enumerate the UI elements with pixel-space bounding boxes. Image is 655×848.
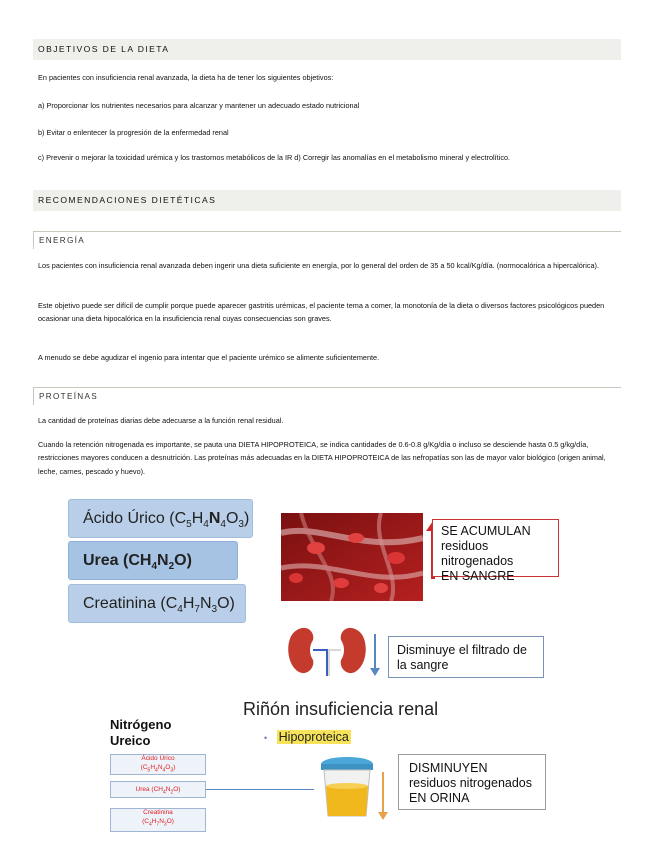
energia-p1: Los pacientes con insuficiencia renal avanzada deben ingerir una dieta suficiente en energía, por lo general del orden de 35 a 50 kcal/Kg/día. (normocalórica a hipercalórica). (38, 261, 599, 270)
objetivos-intro: En pacientes con insuficiencia renal avanzada, la dieta ha de tener los siguientes objetivos: (38, 73, 334, 82)
section-recomendaciones-title: RECOMENDACIONES DIETÉTICAS (33, 190, 621, 211)
callout-orina-line2: residuos nitrogenados (409, 776, 532, 790)
subsection-proteinas-title: PROTEÍNAS (33, 387, 621, 405)
small-urea-label: Urea (135, 786, 150, 793)
decrease-arrow-icon (370, 634, 380, 676)
urea-box: Urea $(CH_4N_2O)$ (68, 541, 238, 580)
callout-orina-line1: DISMINUYEN (409, 761, 488, 775)
callout-acumulan-line1: SE ACUMULAN (441, 524, 531, 538)
small-creatinina-label: Creatinina (143, 809, 173, 816)
blood-cells-image (281, 513, 423, 601)
objetivo-c: c) Prevenir o mejorar la toxicidad urémica y los trastornos metabólicos de la IR d) Corregir las anomalías en el metabolismo mineral y electrolítico. (38, 153, 511, 162)
objetivo-a: a) Proporcionar los nutrientes necesarios para alcanzar y mantener un adecuado estado nutricional (38, 101, 360, 110)
small-acido-urico-box: Ácido Úrico $(C_5H_4N_4O_3)$ (110, 754, 206, 775)
connector-line (206, 789, 314, 790)
small-creatinina-box: Creatinina $(C_4H_7N_3O)$ (110, 808, 206, 832)
section-objetivos-title: OBJETIVOS DE LA DIETA (33, 39, 621, 60)
nitrogeno-line2: Ureico (110, 733, 151, 748)
bullet-hipoproteica: Hipoproteica (278, 730, 349, 744)
energia-p2: Este objetivo puede ser difícil de cumplir porque puede aparecer gastritis urémicas, el paciente tema a comer, la monotonía de la dieta o diversos factores psicológicos pueden ocasionar una dieta hipocalórica en la insuficiencia renal cuyas consecuencias son graves. (38, 301, 605, 324)
objetivo-b: b) Evitar o enlentecer la progresión de la enfermedad renal (38, 128, 229, 137)
callout-orina-line3: EN ORINA (409, 791, 470, 805)
callout-filtrado (388, 636, 544, 678)
small-urea-box: Urea $(CH_4N_2O)$ (110, 781, 206, 798)
proteinas-p1: La cantidad de proteínas diarias debe adecuarse a la función renal residual. (38, 416, 284, 425)
decrease-orange-arrow-icon (378, 772, 388, 820)
nitrogeno-ureico-heading (110, 717, 171, 749)
callout-acumulan-line3: EN SANGRE (441, 569, 515, 583)
bullet-dot-icon: • (264, 733, 268, 743)
acido-urico-label: Ácido Úrico (83, 510, 165, 527)
creatinina-label: Creatinina (83, 595, 156, 612)
callout-filtrado-line1: Disminuye el filtrado de (397, 643, 527, 657)
subsection-energia-title: ENERGÍA (33, 231, 621, 249)
kidneys-icon (285, 624, 369, 676)
nitrogeno-line1: Nitrógeno (110, 717, 172, 732)
energia-p3: A menudo se debe agudizar el ingenio para intentar que el paciente urémico se alimente suficientemente. (38, 353, 380, 362)
small-acido-urico-label: Ácido Úrico (141, 755, 175, 762)
bullet-item (264, 730, 351, 744)
callout-orina (398, 754, 546, 810)
urine-sample-cup-icon (316, 756, 378, 820)
acido-urico-box: Ácido Úrico $(C_5H_4N_4O_3)$ (68, 499, 253, 538)
callout-filtrado-line2: la sangre (397, 658, 449, 672)
urea-label: Urea (83, 552, 119, 569)
slide-title: Riñón insuficiencia renal (243, 699, 439, 719)
callout-acumulan-line2: residuos nitrogenados (441, 539, 514, 568)
creatinina-box: Creatinina $(C_4H_7N_3O)$ (68, 584, 246, 623)
proteinas-p2: Cuando la retención nitrogenada es importante, se pauta una DIETA HIPOPROTEICA, se indica cantidades de 0.6-0.8 g/Kg/día o incluso se desciende hasta 0.5 g/kg/día, restricciones mayores conducen a desnutrición. Las proteínas más adecuadas en la DIETA HIPOPROTEICA de las nefropatías son las de mayor valor biológico (origen animal, leche, carnes, pescado y huevo). (38, 440, 606, 476)
callout-acumulan (432, 519, 559, 583)
